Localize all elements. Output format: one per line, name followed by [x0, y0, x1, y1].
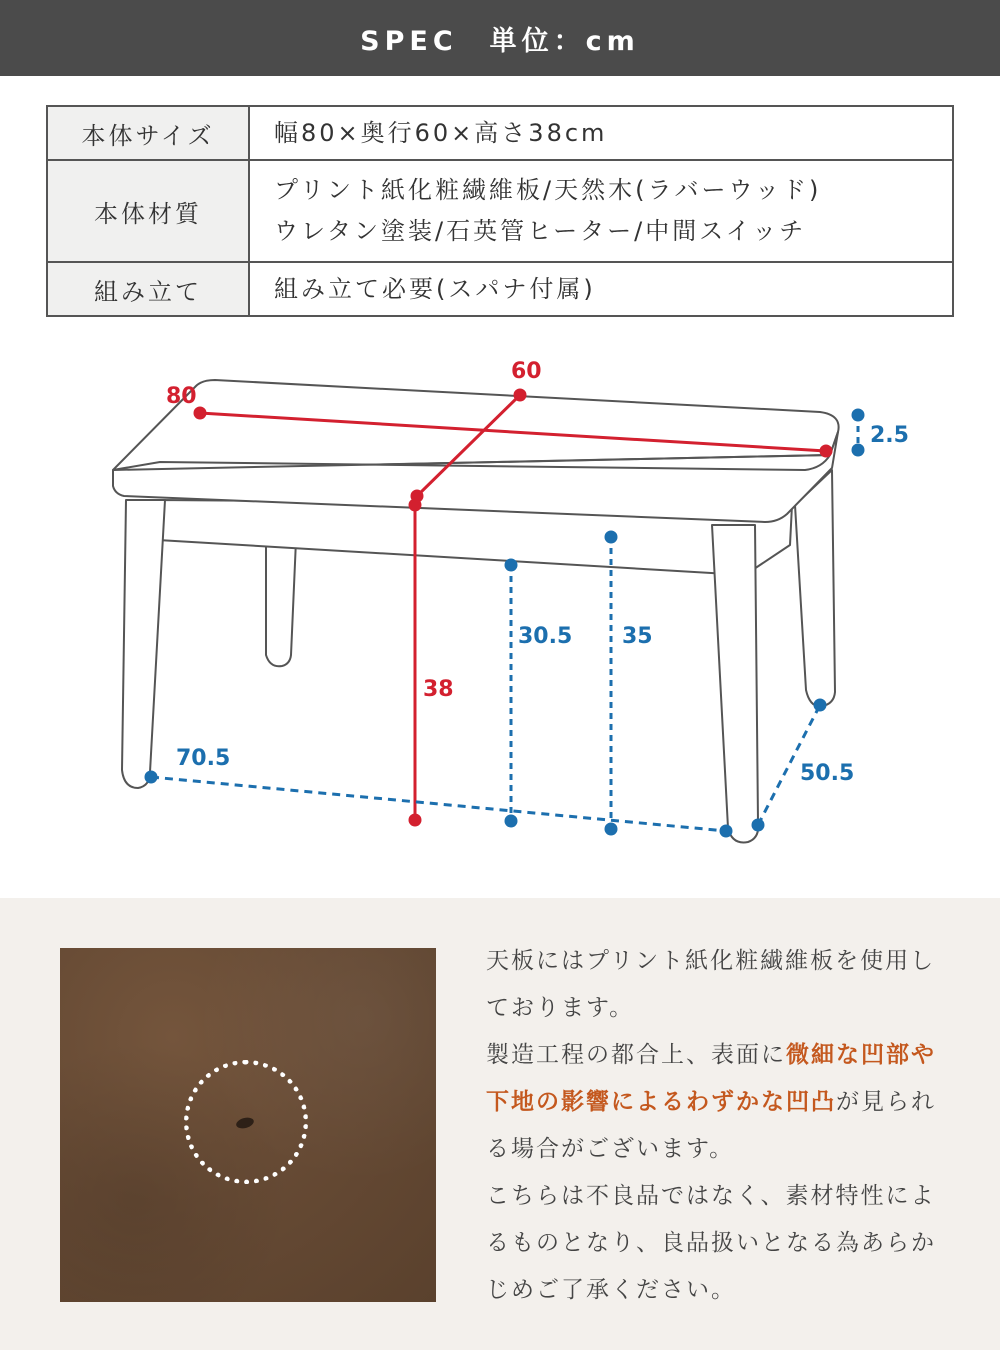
notice-paragraph-2-tail: が見られる場合がございます。 [486, 1089, 936, 1162]
height-end-dot [410, 815, 420, 825]
width-end-dot [821, 446, 831, 456]
tabletop-closeup-photo [60, 948, 436, 1302]
spec-value-assembly-line: 組み立て必要(スパナ付属) [274, 274, 596, 303]
spec-table [46, 105, 954, 317]
back-left-leg [266, 540, 296, 666]
top-thickness-end-dot [853, 445, 863, 455]
apron-height-start-dot [606, 532, 616, 542]
spec-title: SPEC 単位：cm [360, 25, 640, 57]
spec-value-material [249, 160, 953, 262]
spec-value-size-line: 幅80×奥行60×高さ38cm [274, 118, 608, 147]
leg-depth-start-dot [753, 820, 763, 830]
width-start-dot [195, 408, 205, 418]
table-dimension-diagram [0, 330, 1000, 900]
clearance-end-dot [506, 816, 516, 826]
height-start-dot [410, 500, 420, 510]
clearance-start-dot [506, 560, 516, 570]
apron-height-end-dot [606, 824, 616, 834]
notice-paragraph-1: 天板にはプリント紙化粧繊維板を使用しております。 [486, 948, 936, 1021]
top-thickness-start-dot [853, 410, 863, 420]
notice-paragraph-2-lead: 製造工程の都合上、表面に [486, 1042, 786, 1068]
leg-depth-end-dot [815, 700, 825, 710]
spec-label-assembly: 組み立て [47, 262, 249, 316]
leg-width-value: 70.5 [176, 746, 231, 771]
spec-value-material-line-1: プリント紙化粧繊維板/天然木(ラバーウッド) [274, 176, 822, 204]
clearance-value: 30.5 [518, 624, 573, 649]
table-drawing [113, 380, 839, 842]
apron-height-value: 35 [622, 624, 653, 649]
spec-label-size: 本体サイズ [47, 106, 249, 160]
notice-paragraph-2 [486, 1032, 956, 1173]
width-value: 80 [166, 384, 197, 409]
material-notice-text [486, 938, 956, 1314]
depth-start-dot [515, 390, 525, 400]
height-value: 38 [423, 677, 454, 702]
leg-width-start-dot [146, 772, 156, 782]
depth-value: 60 [511, 359, 542, 384]
top-thickness-value: 2.5 [870, 423, 909, 448]
spec-row-assembly [47, 262, 953, 316]
spec-value-material-line-2: ウレタン塗装/石英管ヒーター/中間スイッチ [274, 217, 807, 245]
back-right-leg [795, 470, 835, 706]
spec-header [0, 0, 1000, 76]
material-notice-section [0, 898, 1000, 1350]
leg-width-end-dot [721, 826, 731, 836]
front-left-leg [122, 500, 165, 788]
spec-row-size [47, 106, 953, 160]
leg-depth-value: 50.5 [800, 761, 855, 786]
spec-value-assembly [249, 262, 953, 316]
spec-label-material: 本体材質 [47, 160, 249, 262]
spec-row-material [47, 160, 953, 262]
notice-emphasis: 微細な凹部や下地の影響によるわずかな凹凸 [486, 1042, 936, 1115]
leg-width-line [151, 777, 726, 831]
spec-value-size [249, 106, 953, 160]
front-right-leg [712, 525, 758, 842]
notice-paragraph-3: こちらは不良品ではなく、素材特性によるものとなり、良品扱いとなる為あらかじめご了承ください。 [486, 1183, 936, 1303]
